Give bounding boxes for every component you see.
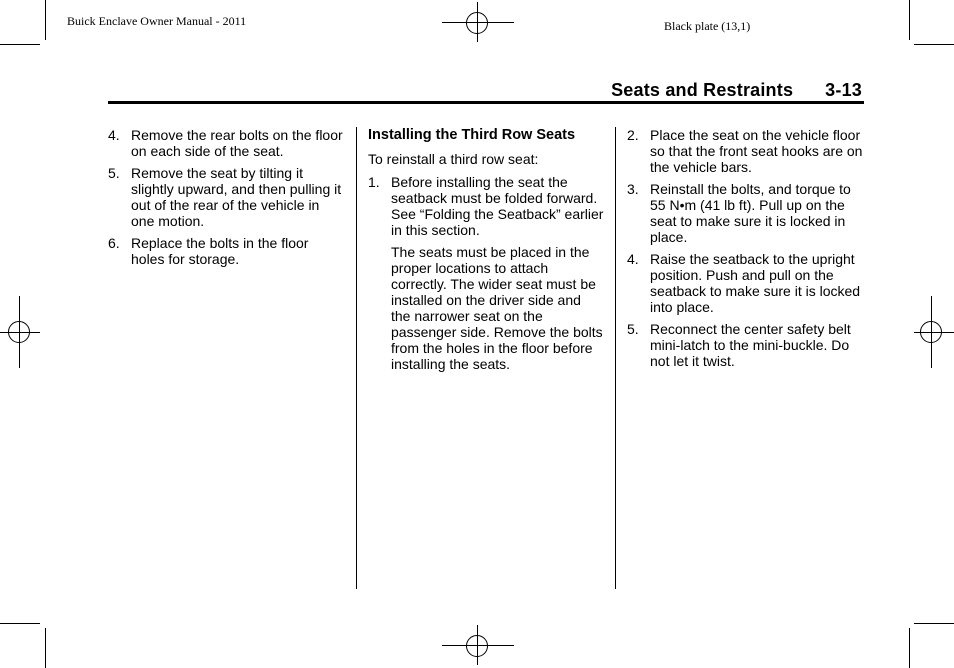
step-number: 5. [627, 321, 639, 337]
step-list [368, 174, 604, 372]
list-item [108, 165, 344, 229]
crop-mark [0, 44, 40, 45]
step-number: 6. [108, 235, 120, 251]
crop-mark [0, 623, 40, 624]
list-item [627, 321, 863, 369]
step-number: 4. [108, 127, 120, 143]
column-divider [356, 127, 357, 589]
step-list [627, 127, 863, 369]
step-text: Before installing the seat the seatback must be folded forward. See “Folding the Seatback” earlier in this section. [391, 174, 604, 238]
section-heading: Installing the Third Row Seats [368, 127, 576, 143]
step-text: Remove the rear bolts on the floor on each side of the seat. [131, 127, 343, 159]
crop-mark [914, 623, 954, 624]
step-number: 4. [627, 251, 639, 267]
list-item [627, 251, 863, 315]
slug-left: Buick Enclave Owner Manual - 2011 [67, 14, 247, 28]
crop-mark [914, 44, 954, 45]
registration-mark-left [0, 296, 40, 368]
crop-mark [45, 0, 46, 40]
registration-mark-top [442, 0, 514, 44]
header-rule [108, 101, 864, 104]
registration-mark-right [914, 296, 954, 368]
column-2 [368, 127, 604, 378]
intro-text: To reinstall a third row seat: [368, 151, 539, 167]
list-item [108, 235, 344, 267]
step-text: Reconnect the center safety belt mini-latch to the mini-buckle. Do not let it twist. [650, 321, 851, 369]
crop-mark [909, 628, 910, 668]
section-title: Seats and Restraints [611, 80, 794, 100]
crop-mark [909, 0, 910, 40]
step-text: Replace the bolts in the floor holes for storage. [131, 235, 309, 267]
step-text: Reinstall the bolts, and torque to 55 N•m (41 lb ft). Pull up on the seat to make sure it is locked in place. [650, 181, 851, 245]
step-number: 5. [108, 165, 120, 181]
step-number: 1. [368, 174, 380, 190]
step-number: 2. [627, 127, 639, 143]
list-item [627, 127, 863, 175]
page-number: 3-13 [825, 80, 862, 100]
step-text: Raise the seatback to the upright position. Push and pull on the seatback to make sure it is locked into place. [650, 251, 861, 315]
step-text: Place the seat on the vehicle floor so that the front seat hooks are on the vehicle bars. [650, 127, 863, 175]
column-divider [615, 127, 616, 589]
list-item [368, 174, 604, 372]
page-header [611, 80, 862, 101]
crop-mark [45, 628, 46, 668]
column-3 [627, 127, 863, 375]
slug-right: Black plate (13,1) [664, 19, 751, 33]
step-text: Remove the seat by tilting it slightly upward, and then pulling it out of the rear of the vehicle in one motion. [131, 165, 342, 229]
column-1 [108, 127, 344, 273]
list-item [627, 181, 863, 245]
registration-mark-bottom [442, 625, 514, 668]
list-item [108, 127, 344, 159]
step-list [108, 127, 344, 267]
step-subparagraph: The seats must be placed in the proper locations to attach correctly. The wider seat must be installed on the driver side and the narrower seat on the passenger side. Remove the bolts from the holes in the floor before installing the seats. [391, 244, 603, 372]
step-number: 3. [627, 181, 639, 197]
